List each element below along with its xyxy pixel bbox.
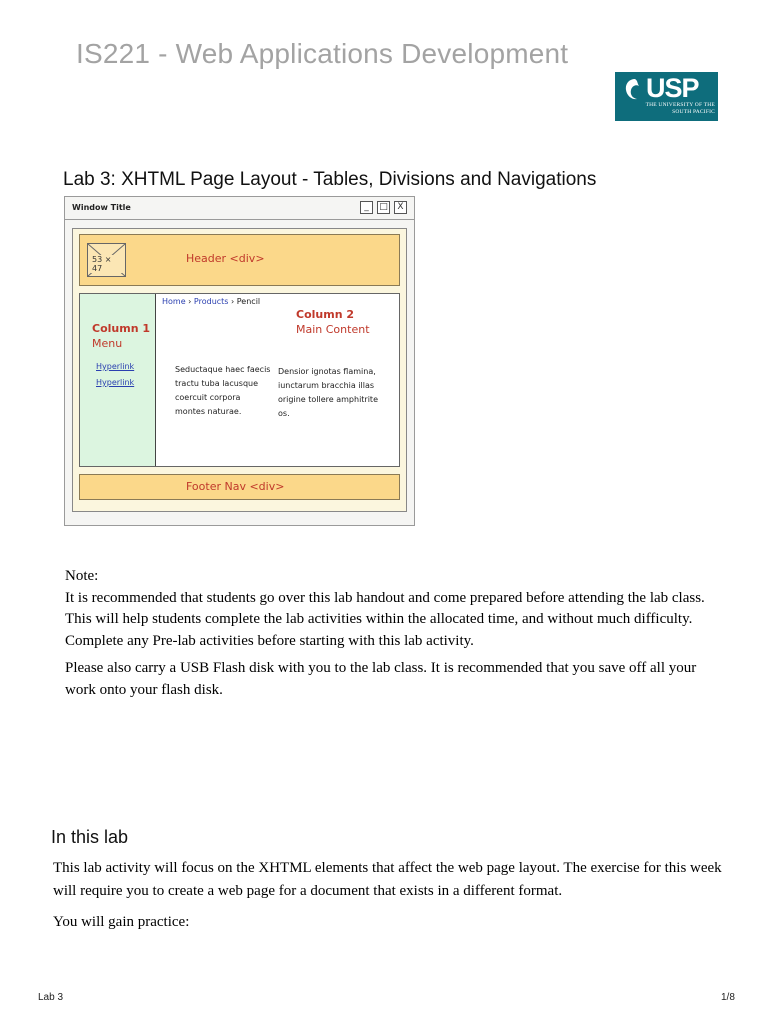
breadcrumb-separator: › [188, 297, 192, 306]
breadcrumb-products: Products [193, 297, 229, 306]
content-text-left: Seductaque haec faecis tractu tuba lacusque coercuit corpora montes naturae. [175, 365, 271, 416]
column2-title: Column 2 [296, 308, 355, 321]
usp-logo [615, 72, 718, 121]
logo-subtitle: THE UNIVERSITY OF THE SOUTH PACIFIC [645, 102, 715, 115]
menu-hyperlink: Hyperlink [96, 378, 135, 387]
note-paragraph: This will help students complete the lab activities within the allocated time, and without much difficulty. Complete any Pre-lab activities before starting with this lab activity. [65, 611, 693, 649]
column1-subtitle: Menu [92, 337, 123, 350]
lab-title: Lab 3: XHTML Page Layout - Tables, Divisions and Navigations [63, 169, 597, 190]
wireframe-column1 [80, 294, 156, 466]
wireframe-window-title: Window Title [72, 203, 131, 212]
menu-hyperlink: Hyperlink [96, 362, 135, 371]
logo-text: USP [646, 73, 699, 103]
footer-label: Footer Nav <div> [186, 480, 285, 493]
column1-title: Column 1 [92, 322, 151, 335]
image-placeholder [87, 243, 126, 277]
layout-wireframe [64, 196, 415, 526]
wireframe-breadcrumb [162, 297, 260, 306]
note-section [65, 566, 725, 701]
note-heading: Note: [65, 568, 99, 584]
note-paragraph: Please also carry a USB Flash disk with you to the lab class. It is recommended that you save off all your work onto your flash disk. [65, 660, 697, 698]
breadcrumb-separator: › [231, 297, 235, 306]
wireframe-titlebar [65, 197, 414, 220]
section-paragraph: You will gain practice: [53, 914, 190, 930]
breadcrumb-current: Pencil [236, 297, 261, 306]
breadcrumb-home: Home [162, 297, 186, 306]
note-paragraph: It is recommended that students go over this lab handout and come prepared before attending the lab class. [65, 589, 705, 606]
column2-subtitle: Main Content [296, 323, 370, 336]
section-heading: In this lab [51, 827, 129, 847]
header-label: Header <div> [186, 252, 265, 265]
course-title: IS221 - Web Applications Development [76, 38, 569, 69]
minimize-icon: _ [360, 201, 373, 214]
wireframe-body [79, 293, 400, 467]
image-placeholder-size: 53 × 47 [91, 255, 125, 273]
wireframe-header [79, 234, 400, 286]
page-number: 1/8 [721, 992, 735, 1003]
wireframe-footer [79, 474, 400, 500]
maximize-icon: □ [377, 201, 390, 214]
wireframe-page [72, 228, 407, 512]
section-body [53, 857, 733, 934]
close-icon: X [394, 201, 407, 214]
content-text-right: Densior ignotas flamina, iunctarum bracchia illas origine tollere amphitrite os. [278, 367, 378, 418]
section-paragraph: This lab activity will focus on the XHTML elements that affect the web page layout. The exercise for this week will require you to create a web page for a document that exists in a different format. [53, 860, 722, 899]
footer-lab-label: Lab 3 [38, 992, 64, 1003]
